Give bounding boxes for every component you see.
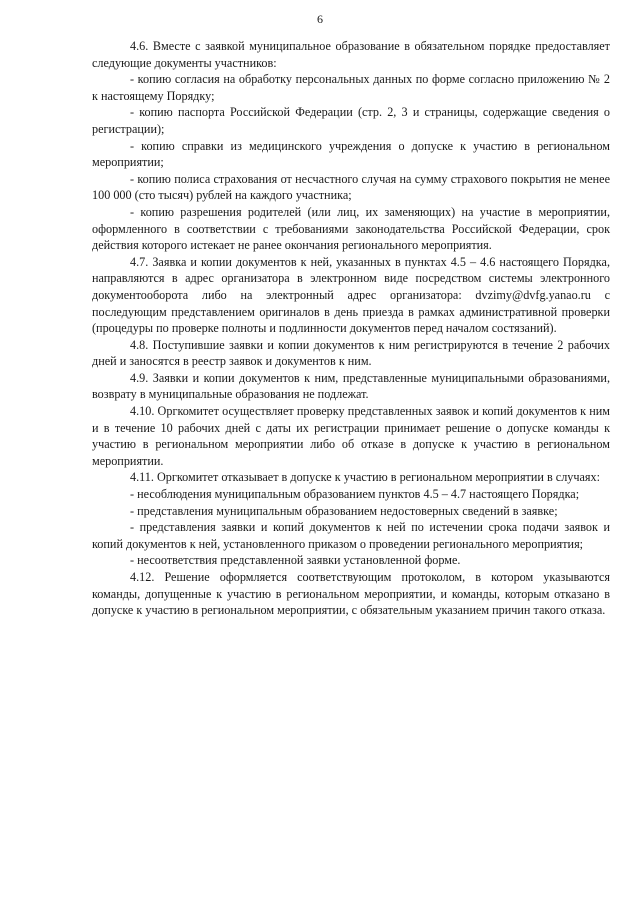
paragraph-4-7: 4.7. Заявка и копии документов к ней, указанных в пунктах 4.5 – 4.6 настоящего Порядка, направляются в адрес организатора в электронном виде посредством системы электронного документооборота либо на электронный адрес организатора: dvzimy@dvfg.yanao.ru с последующим представлением оригиналов в день приезда в рамках административной проверки (процедуры по проверке полноты и подлинности документов перед началом состязаний). <box>92 254 610 336</box>
page-number: 6 <box>317 12 323 26</box>
list-item-insurance: - копию полиса страхования от несчастного случая на сумму страхового покрытия не менее 100 000 (сто тысяч) рублей на каждого участника; <box>92 171 610 203</box>
paragraph-4-8: 4.8. Поступившие заявки и копии документов к ним регистрируются в течение 2 рабочих дней и заносятся в реестр заявок и документов к ним. <box>92 337 610 369</box>
paragraph-4-9: 4.9. Заявки и копии документов к ним, представленные муниципальными образованиями, возврату в муниципальные образования не подлежат. <box>92 370 610 402</box>
paragraph-4-12: 4.12. Решение оформляется соответствующим протоколом, в котором указываются команды, допущенные к участию в региональном мероприятии, и команды, которым отказано в допуске к участию в региональном мероприятии, с обязательным указанием причин такого отказа. <box>92 570 610 618</box>
document-body <box>92 38 610 619</box>
list-item-consent: - копию согласия на обработку персональных данных по форме согласно приложению № 2 к настоящему Порядку; <box>92 72 610 103</box>
paragraph-4-10: 4.10. Оргкомитет осуществляет проверку представленных заявок и копий документов к ним и в течение 10 рабочих дней с даты их регистрации принимает решение о допуске команды к участию в региональном мероприятии либо об отказе в допуске к участию в региональном мероприятии. <box>92 404 610 468</box>
list-item-false-info: - представления муниципальным образованием недостоверных сведений в заявке; <box>130 503 558 518</box>
paragraph-4-6: 4.6. Вместе с заявкой муниципальное образование в обязательном порядке предоставляет следующие документы участников: <box>92 39 610 70</box>
list-item-late-submission: - представления заявки и копий документов к ней по истечении срока подачи заявок и копий документов к ней, установленного приказом о проведении регионального мероприятия; <box>92 520 610 551</box>
list-item-parental-permission: - копию разрешения родителей (или лиц, их заменяющих) на участие в мероприятии, оформленного в соответствии с требованиями законодательства Российской Федерации, срок действия которого истекает не ранее окончания регионального мероприятия. <box>92 204 610 253</box>
list-item-passport: - копию паспорта Российской Федерации (стр. 2, 3 и страницы, содержащие сведения о регистрации); <box>92 105 610 136</box>
list-item-medical: - копию справки из медицинского учреждения о допуске к участию в региональном мероприятии; <box>92 138 610 170</box>
list-item-noncompliance: - несоблюдения муниципальным образованием пунктов 4.5 – 4.7 настоящего Порядка; <box>130 487 580 502</box>
list-item-wrong-form: - несоответствия представленной заявки установленной форме. <box>130 553 461 568</box>
paragraph-4-11: 4.11. Оргкомитет отказывает в допуске к участию в региональном мероприятии в случаях: <box>130 470 600 485</box>
